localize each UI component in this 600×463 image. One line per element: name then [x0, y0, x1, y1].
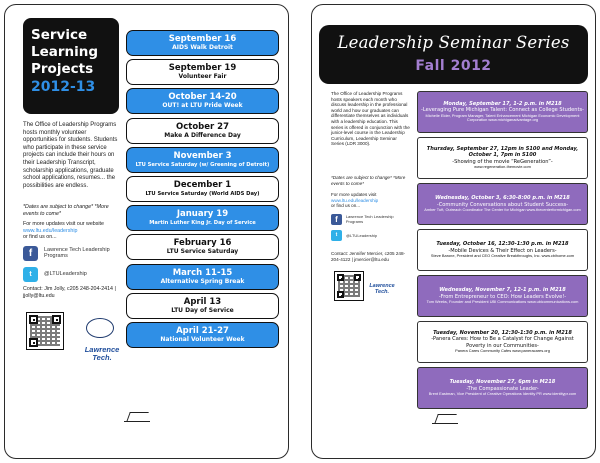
leading-through-service-logo — [425, 412, 465, 425]
twitter-label: @LTULeadership — [346, 232, 378, 238]
title-year: 2012-13 — [31, 79, 96, 95]
seminar-when: Wednesday, November 7, 12-1 p.m. in M218 — [439, 287, 566, 294]
service-intro-text: The Office of Leadership Programs hosts monthly volunteer opportunities for students. Students who participate in these service projects can include their hours on their Leadership Transcript, scholarship applications, graduate school applications, resumes... the possibilities are endless. — [23, 122, 118, 189]
event-date: October 27 — [176, 121, 229, 132]
seminar-item — [417, 137, 588, 179]
seminar-header — [319, 25, 588, 84]
leading-through-service-mark-icon — [124, 410, 150, 422]
event-name: Make A Difference Day — [164, 131, 241, 139]
event-date: November 3 — [173, 150, 232, 161]
event-date: December 1 — [173, 179, 232, 190]
find-us-label: or find us on... — [23, 234, 57, 240]
twitter-icon[interactable]: t — [23, 267, 38, 282]
event-name: Volunteer Fair — [178, 73, 227, 81]
more-updates-label: For more updates visit — [331, 192, 377, 197]
more-updates-label: For more updates visit our website — [23, 221, 104, 227]
event-item — [126, 322, 279, 348]
title-line: Service — [31, 27, 88, 43]
more-updates — [331, 192, 411, 209]
lawrence-tech-logo: Lawrence Tech. — [84, 345, 120, 362]
seminar-speaker: www.regeneration-themovie.com — [474, 164, 531, 170]
seminar-speaker: Panera Cares Community Cafes www.paneracares.org — [455, 348, 550, 354]
event-date: April 21-27 — [176, 325, 229, 336]
seminar-topic: -The Compassionate Leader- — [466, 385, 539, 392]
leadership-seminar-page — [307, 0, 600, 463]
seminar-topic: -Showing of the movie “ReGeneration”- — [452, 158, 553, 165]
event-date: January 19 — [176, 209, 229, 220]
seminar-speaker: Steve Barone, President and CEO Creative Breakthroughs, Inc. www.cbihome.com — [430, 252, 575, 258]
twitter-label: @LTULeadership — [44, 270, 87, 277]
event-date: March 11-15 — [172, 267, 233, 278]
lawrence-tech-logo: Lawrence Tech. — [369, 283, 395, 295]
event-name: AIDS Walk Detroit — [172, 44, 233, 51]
seminar-item — [417, 91, 588, 133]
service-learning-page — [0, 0, 293, 463]
event-date: October 14-20 — [168, 92, 237, 103]
twitter-icon[interactable]: t — [331, 230, 342, 241]
service-learning-title-box — [23, 18, 119, 114]
event-name: OUT! at LTU Pride Week — [162, 102, 243, 110]
title-line: Learning — [31, 44, 99, 60]
website-link[interactable]: www.ltu.edu/leadership — [331, 197, 379, 203]
find-us-label: or find us on... — [331, 203, 361, 209]
schedule-note: *Dates are subject to change* *More events to come* — [331, 175, 406, 186]
seminar-item — [417, 367, 588, 409]
seminar-topic: -From Entrepreneur to CEO: How Leaders Evolve!- — [438, 293, 567, 300]
seminar-when: Monday, September 17, 1-2 p.m. in M218 — [443, 100, 562, 107]
event-item — [126, 147, 279, 173]
event-date: February 16 — [173, 238, 232, 249]
leading-through-service-logo — [117, 410, 157, 423]
event-item — [126, 205, 279, 231]
contact-info: Contact: Jennifer Mercier, c205 248-204-4122 | jmercier@ltu.edu — [331, 251, 406, 262]
seminar-list — [417, 91, 588, 413]
seminar-item — [417, 183, 588, 225]
seminar-when: Thursday, September 27, 12pm in S100 and Monday, October 1, 7pm in S100 — [426, 146, 579, 159]
event-name: LTU Service Saturday (World AIDS Day) — [145, 190, 260, 197]
seminar-topic: -Mobile Devices & Their Effect on Leaders- — [448, 247, 557, 254]
twitter-row[interactable] — [331, 229, 411, 241]
facebook-icon[interactable]: f — [331, 214, 342, 225]
seminar-speaker: Tom Weeks, Founder and President UBI Communications www.ubicommunications.com — [426, 298, 579, 304]
event-item — [126, 176, 279, 202]
seminar-item — [417, 321, 588, 363]
facebook-icon[interactable]: f — [23, 246, 38, 261]
more-updates — [23, 221, 121, 241]
event-name: Martin Luther King Jr. Day of Service — [149, 220, 256, 227]
event-item — [126, 264, 279, 290]
seminar-speaker: Michelle Elder, Program Manager, Talent Enhancement Michigan Economic Development Corporation www.michiganadvantage.org — [425, 112, 580, 123]
leading-through-service-mark-icon — [432, 412, 458, 424]
event-name: National Volunteer Week — [160, 335, 245, 343]
seminar-speaker: Amber Tuft, Outreach Coordinator The Center for Michigan www.thecenterformichigan.com — [424, 206, 581, 212]
event-item — [126, 30, 279, 56]
event-name: LTU Day of Service — [171, 306, 234, 314]
seminar-item — [417, 229, 588, 271]
seminar-item — [417, 275, 588, 317]
seminar-topic: -Leveraging Pure Michigan Talent: Connect as College Students- — [421, 107, 584, 114]
event-date: September 16 — [168, 34, 237, 44]
event-item — [126, 59, 279, 85]
seminar-topic: -Panera Cares: How to Be a Catalyst for Change Against Poverty in our Communities- — [431, 336, 574, 349]
event-name: Alternative Spring Break — [160, 277, 245, 285]
event-item — [126, 118, 279, 144]
contact-info: Contact: Jim Jolly, c205 248-204-2414 | jjolly@ltu.edu — [23, 286, 116, 299]
facebook-row[interactable] — [331, 213, 411, 225]
event-item — [126, 88, 279, 114]
event-name: LTU Service Saturday — [166, 248, 239, 256]
qr-code — [334, 271, 364, 301]
seminar-intro-text: The Office of Leadership Programs hosts speakers each month who discuss leadership in the professional world and how our graduates can differentiate themselves as individuals with a leadership education. This series is offered in conjunction with the junior-level course in the Leadership Curriculum, Leadership Seminar Series (LDR 3000). — [331, 91, 410, 147]
seminar-term: Fall 2012 — [415, 58, 492, 74]
seminar-when: Wednesday, October 3, 6:30-8:00 p.m. in M218 — [435, 195, 570, 202]
event-date: April 13 — [183, 296, 222, 307]
twitter-row[interactable] — [23, 266, 121, 282]
leading-through-service-seal-icon — [86, 318, 114, 338]
facebook-row[interactable] — [23, 245, 121, 261]
seminar-speaker: Brent Eastman, Vice President of Creative Operations Identity PR www.identitypr.com — [428, 390, 577, 396]
seminar-topic: -Community Conversations about Student Success- — [436, 201, 569, 208]
seminar-when: Tuesday, November 20, 12:30-1:30 p.m. in M218 — [433, 330, 572, 337]
seminar-title: Leadership Seminar Series — [337, 33, 570, 52]
title-line: Projects — [31, 61, 94, 77]
seminar-when: Tuesday, November 27, 6pm in M218 — [449, 379, 556, 386]
schedule-note: *Dates are subject to change* *More events to come* — [23, 204, 109, 217]
seminar-when: Tuesday, October 16, 12:30-1:30 p.m. in M218 — [436, 241, 569, 248]
facebook-label: Lawrence Tech Leadership Programs — [345, 214, 394, 224]
event-list — [126, 30, 279, 351]
website-link[interactable]: www.ltu.edu/leadership — [23, 227, 78, 234]
facebook-label: Lawrence Tech Leadership Programs — [44, 246, 110, 259]
qr-code — [26, 312, 64, 350]
event-item — [126, 293, 279, 319]
event-name: LTU Service Saturday (w/ Greening of Detroit) — [135, 161, 270, 168]
event-date: September 19 — [168, 63, 237, 74]
event-item — [126, 234, 279, 260]
